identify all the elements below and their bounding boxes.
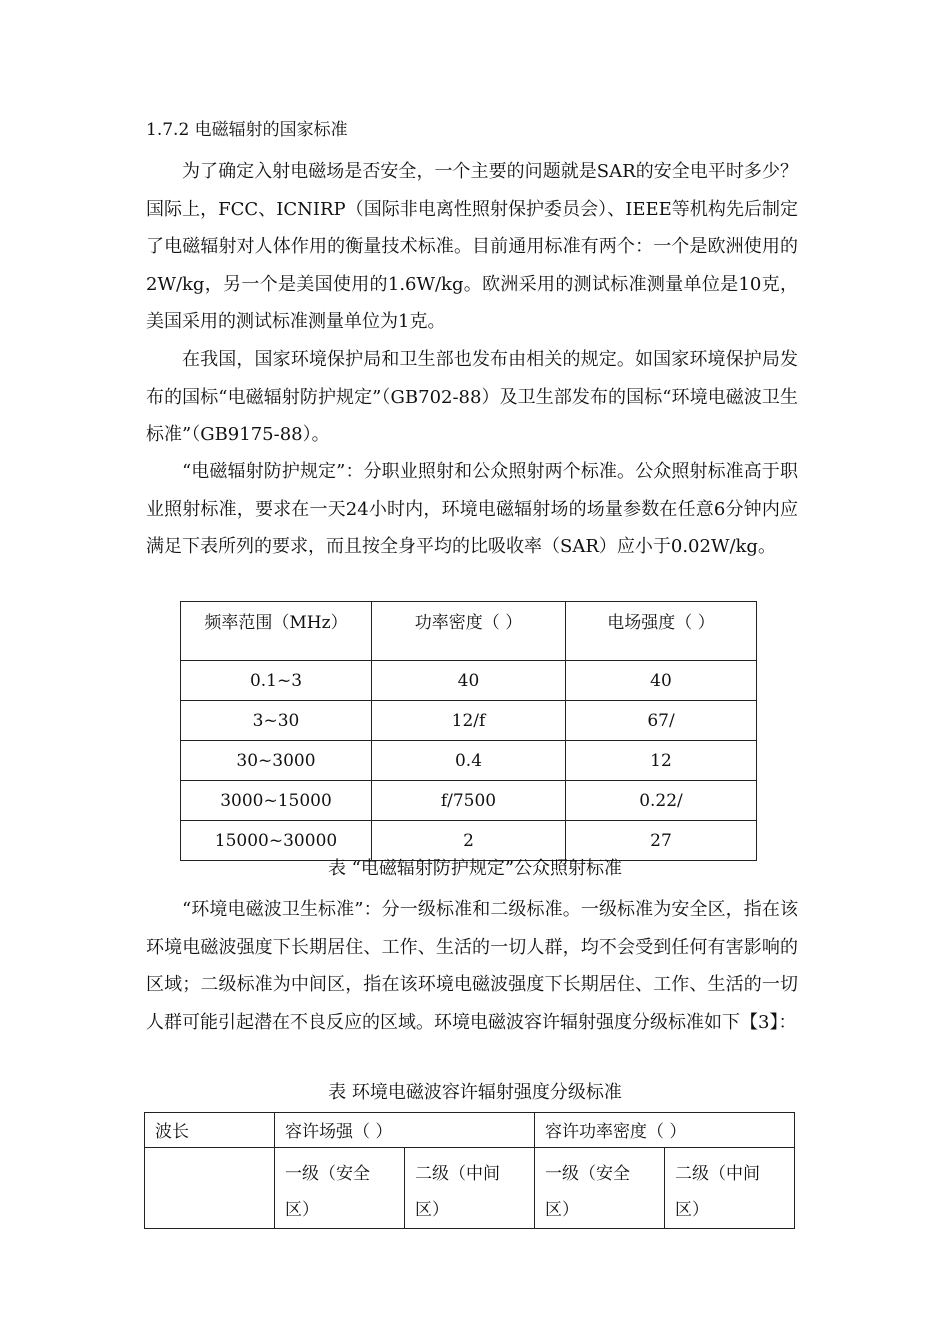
cell-field-strength: 67/ (566, 701, 757, 741)
radiation-grade-table (144, 1112, 795, 1229)
cell-power-density: 2 (372, 821, 566, 861)
table-header-row (145, 1113, 795, 1148)
header-frequency: 频率范围（MHz） (181, 602, 372, 661)
table-row (181, 781, 757, 821)
table-subheader-row (145, 1148, 795, 1229)
paragraph-protection-rules: “电磁辐射防护规定”：分职业照射和公众照射两个标准。公众照射标准高于职业照射标准，要求在一天24小时内，环境电磁辐射场的场量参数在任意6分钟内应满足下表所列的要求，而且按全身平均的比吸收率（SAR）应小于0.02W/kg。 (146, 461, 798, 557)
subheader-power-level1: 一级（安全区） (535, 1148, 665, 1229)
table2-caption: 表 环境电磁波容许辐射强度分级标准 (328, 1082, 622, 1103)
cell-power-density: 40 (372, 661, 566, 701)
cell-power-density: 0.4 (372, 741, 566, 781)
table-row (181, 701, 757, 741)
header-wavelength: 波长 (145, 1113, 275, 1148)
cell-field-strength: 27 (566, 821, 757, 861)
subheader-power-level2: 二级（中间区） (665, 1148, 795, 1229)
cell-field-strength: 12 (566, 741, 757, 781)
cell-frequency: 15000~30000 (181, 821, 372, 861)
table-row (181, 821, 757, 861)
header-allowed-power-density: 容许功率密度（ ） (535, 1113, 795, 1148)
cell-field-strength: 0.22/ (566, 781, 757, 821)
table1-caption: 表 “电磁辐射防护规定”公众照射标准 (327, 858, 623, 879)
header-allowed-field-strength: 容许场强（ ） (275, 1113, 535, 1148)
subheader-field-level2: 二级（中间区） (405, 1148, 535, 1229)
cell-frequency: 30~3000 (181, 741, 372, 781)
table-row (181, 661, 757, 701)
table-header-row (181, 602, 757, 661)
public-exposure-table (180, 601, 757, 861)
cell-frequency: 0.1~3 (181, 661, 372, 701)
header-power-density: 功率密度（ ） (372, 602, 566, 661)
cell-power-density: 12/f (372, 701, 566, 741)
header-field-strength: 电场强度（ ） (566, 602, 757, 661)
cell-field-strength: 40 (566, 661, 757, 701)
paragraph-sar-intro: 为了确定入射电磁场是否安全，一个主要的问题就是SAR的安全电平时多少？国际上，FCC、ICNIRP（国际非电离性照射保护委员会）、IEEE等机构先后制定了电磁辐射对人体作用的衡量技术标准。目前通用标准有两个：一个是欧洲使用的2W/kg，另一个是美国使用的1.6W/kg。欧洲采用的测试标准测量单位是10克，美国采用的测试标准测量单位为1克。 (146, 161, 798, 332)
cell-frequency: 3~30 (181, 701, 372, 741)
cell-wavelength-empty (145, 1148, 275, 1229)
cell-frequency: 3000~15000 (181, 781, 372, 821)
paragraph-environmental-standard: “环境电磁波卫生标准”：分一级标准和二级标准。一级标准为安全区，指在该环境电磁波强度下长期居住、工作、生活的一切人群，均不会受到任何有害影响的区域；二级标准为中间区，指在该环境电磁波强度下长期居住、工作、生活的一切人群可能引起潜在不良反应的区域。环境电磁波容许辐射强度分级标准如下【3】： (146, 899, 798, 1033)
section-title: 1.7.2 电磁辐射的国家标准 (146, 120, 348, 140)
cell-power-density: f/7500 (372, 781, 566, 821)
table-row (181, 741, 757, 781)
paragraph-national-regulations: 在我国，国家环境保护局和卫生部也发布由相关的规定。如国家环境保护局发布的国标“电磁辐射防护规定”（GB702-88）及卫生部发布的国标“环境电磁波卫生标准”（GB9175-88）。 (146, 349, 798, 445)
subheader-field-level1: 一级（安全区） (275, 1148, 405, 1229)
